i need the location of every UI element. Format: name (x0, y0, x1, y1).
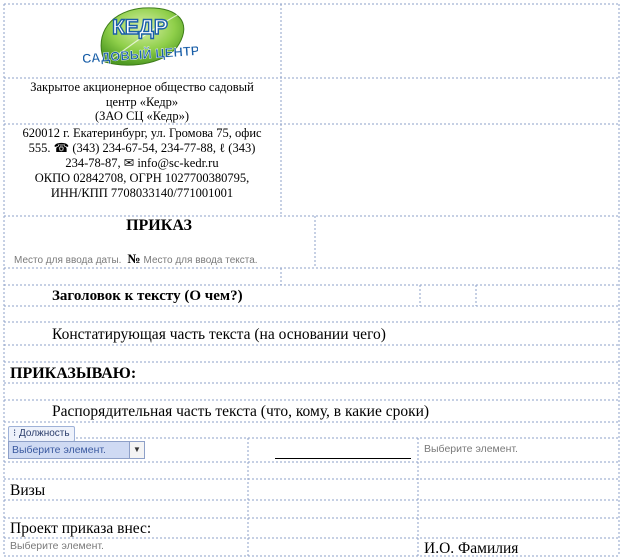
number-sign: № (127, 251, 141, 266)
number-input-placeholder[interactable]: Место для ввода текста. (143, 255, 258, 266)
position-tag-label: Должность (18, 428, 70, 439)
phone-line: 555. ☎ (343) 234-67-54, 234-77-88, ℓ (343) (28, 141, 256, 155)
author-label: Проект приказа внес: (10, 520, 152, 537)
order-directive-word: ПРИКАЗЫВАЮ: (10, 365, 137, 382)
company-short-name: (ЗАО СЦ «Кедр») (95, 109, 189, 123)
company-logo (83, 4, 198, 70)
position-content-control-tag[interactable] (8, 426, 75, 442)
logo-title: КЕДР (112, 16, 168, 39)
order-date-number-row (14, 251, 258, 267)
author-name[interactable]: И.О. Фамилия (424, 540, 519, 557)
author-position-placeholder[interactable]: Выберите элемент. (10, 540, 104, 552)
company-name-block (6, 80, 278, 124)
statement-paragraph[interactable]: Констатирующая часть текста (на основании чего) (52, 326, 386, 343)
kedr-logo-icon (83, 4, 198, 70)
address-line: 620012 г. Екатеринбург, ул. Громова 75, офис (22, 126, 262, 140)
order-subject-heading[interactable]: Заголовок к тексту (О чем?) (52, 288, 243, 304)
visas-label: Визы (10, 482, 46, 499)
registry-codes-line: ОКПО 02842708, ОГРН 1027700380795, (34, 171, 250, 185)
company-name-line: центр «Кедр» (105, 94, 179, 109)
position-dropdown[interactable] (8, 441, 145, 459)
directive-paragraph[interactable]: Распорядительная часть текста (что, кому, в какие сроки) (52, 403, 430, 420)
company-contacts-block (6, 126, 278, 201)
grip-icon: ⁝ (13, 428, 17, 439)
dropdown-arrow-icon[interactable]: ▼ (129, 442, 144, 458)
position-dropdown-value: Выберите элемент. (9, 442, 129, 458)
logo-subtitle: САДОВЫЙ ЦЕНТР (83, 42, 198, 67)
tax-ids-line: ИНН/КПП 7708033140/771001001 (50, 186, 234, 200)
email-line: 234-78-87, ✉ info@sc-kedr.ru (65, 156, 219, 170)
signer-name-placeholder[interactable]: Выберите элемент. (424, 443, 518, 455)
date-input-placeholder[interactable]: Место для ввода даты. (14, 255, 122, 266)
company-name-line: Закрытое акционерное общество садовый (30, 80, 254, 94)
order-title: ПРИКАЗ (126, 217, 192, 234)
signature-line (275, 458, 411, 459)
